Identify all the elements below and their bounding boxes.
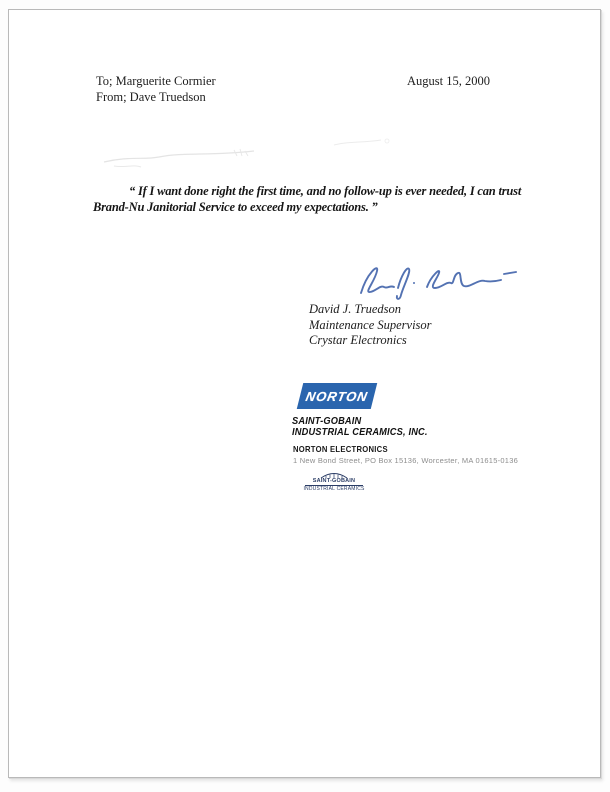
norton-logo bbox=[297, 383, 377, 409]
seal-line2: INDUSTRIAL CERAMICS bbox=[303, 486, 365, 492]
quote-line-1: “ If I want done right the first time, and no follow-up is ever needed, I can trust bbox=[129, 184, 522, 198]
company-address: 1 New Bond Street, PO Box 15136, Worcester, MA 01615-0136 bbox=[293, 456, 519, 465]
company-name bbox=[292, 416, 428, 438]
quote-line-2: Brand-Nu Janitorial Service to exceed my expectations. ” bbox=[93, 200, 378, 214]
letter-page bbox=[8, 9, 601, 778]
signer-title: Maintenance Supervisor bbox=[309, 317, 432, 332]
seal-line1: SAINT-GOBAIN bbox=[312, 478, 356, 484]
norton-logo-text: NORTON bbox=[304, 388, 370, 404]
testimonial-quote bbox=[93, 183, 545, 215]
company-name-line1: SAINT-GOBAIN bbox=[292, 415, 362, 427]
division-name: NORTON ELECTRONICS bbox=[293, 444, 388, 454]
saint-gobain-seal bbox=[299, 471, 369, 492]
date-line: August 15, 2000 bbox=[407, 74, 490, 88]
signer-company: Crystar Electronics bbox=[309, 333, 407, 347]
recipient-line: To; Marguerite Cormier bbox=[96, 74, 216, 88]
signer-block bbox=[309, 302, 432, 349]
signer-name: David J. Truedson bbox=[309, 302, 402, 316]
company-name-line2: INDUSTRIAL CERAMICS, INC. bbox=[292, 426, 428, 438]
sender-line: From; Dave Truedson bbox=[96, 90, 206, 104]
